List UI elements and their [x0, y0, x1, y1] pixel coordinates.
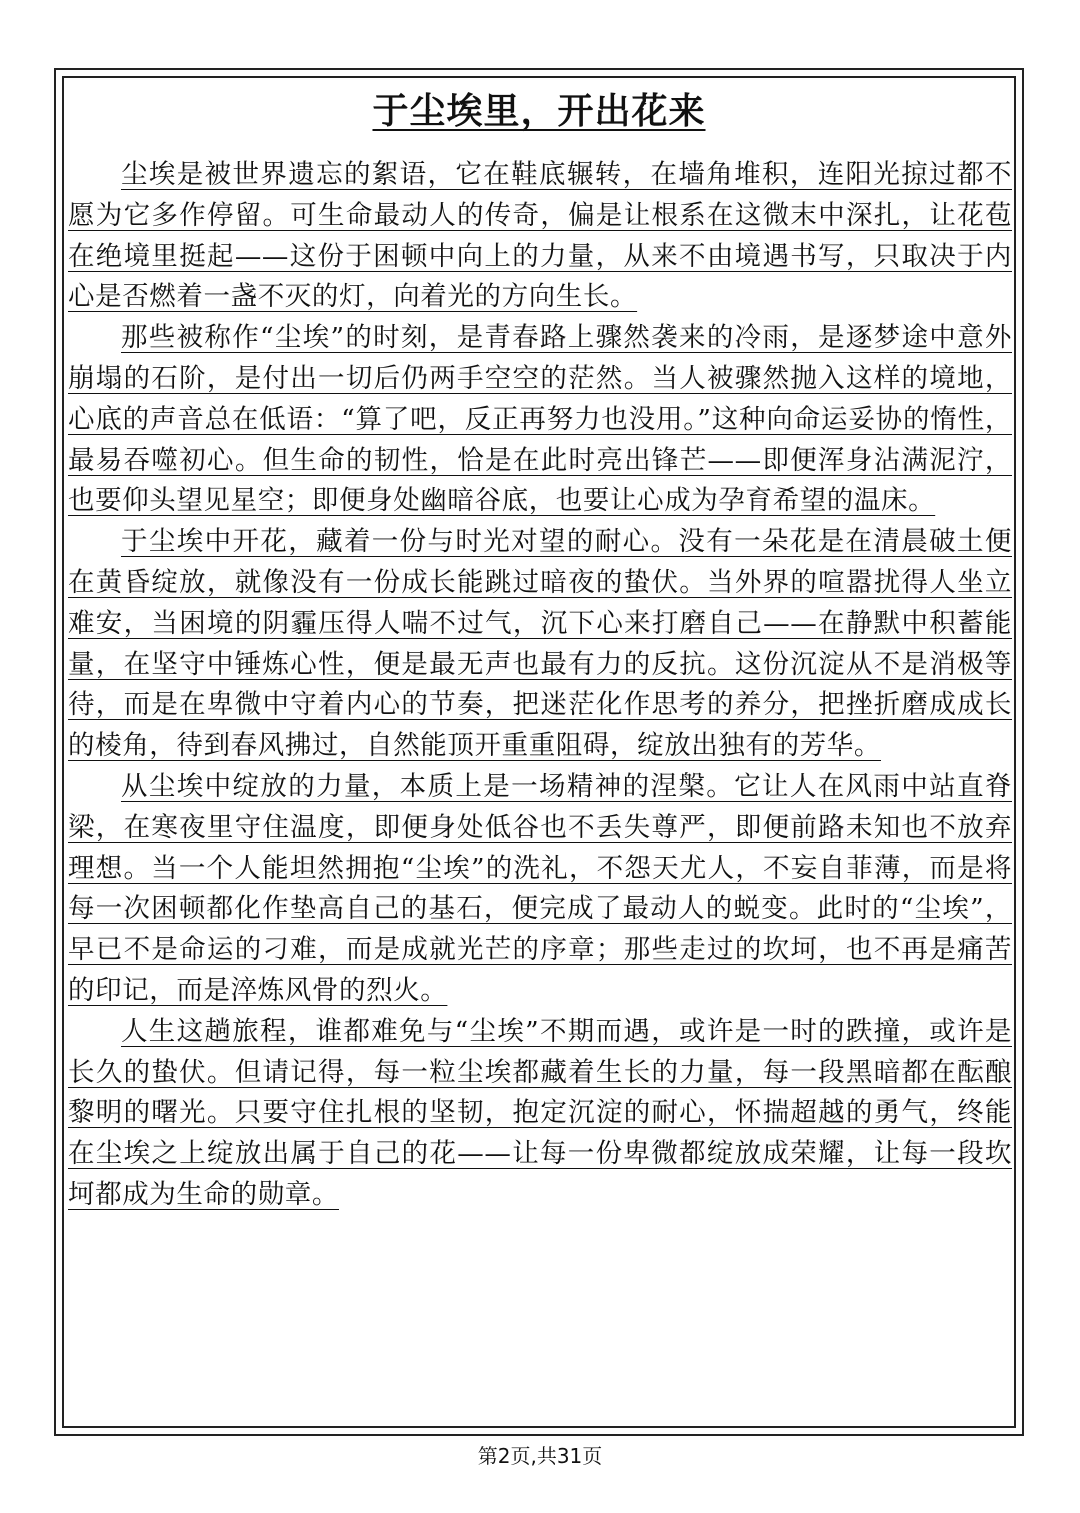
- paragraph-2: 那些被称作“尘埃”的时刻，是青春路上骤然袭来的冷雨，是逐梦途中意外崩塌的石阶，是付出一切后仍两手空空的茫然。当人被骤然抛入这样的境地，心底的声音总在低语：“算了吧，反正再努力也没用。”这种向命运妥协的惰性，最易吞噬初心。但生命的韧性，恰是在此时亮出锋芒——即便浑身沾满泥泞，也要仰头望见星空；即便身处幽暗谷底，也要让心成为孕育希望的温床。: [68, 322, 1012, 517]
- paragraph-5: 人生这趟旅程，谁都难免与“尘埃”不期而遇，或许是一时的跌撞，或许是长久的蛰伏。但请记得，每一粒尘埃都藏着生长的力量，每一段黑暗都在酝酿黎明的曙光。只要守住扎根的坚韧，抱定沉淀的耐心，怀揣超越的勇气，终能在尘埃之上绽放出属于自己的花——让每一份卑微都绽放成荣耀，让每一段坎坷都成为生命的勋章。: [68, 1015, 1012, 1210]
- paragraph-4: 从尘埃中绽放的力量，本质上是一场精神的涅槃。它让人在风雨中站直脊梁，在寒夜里守住温度，即便身处低谷也不丢失尊严，即便前路未知也不放弃理想。当一个人能坦然拥抱“尘埃”的洗礼，不怨天尤人，不妄自菲薄，而是将每一次困顿都化作垫高自己的基石，便完成了最动人的蜕变。此时的“尘埃”，早已不是命运的刁难，而是成就光芒的序章；那些走过的坎坷，也不再是痛苦的印记，而是淬炼风骨的烈火。: [68, 770, 1012, 1006]
- essay-title-text: 于尘埃里，开出花来: [372, 91, 706, 132]
- paragraph-1: 尘埃是被世界遗忘的絮语，它在鞋底辗转，在墙角堆积，连阳光掠过都不愿为它多作停留。可生命最动人的传奇，偏是让根系在这微末中深扎，让花苞在绝境里挺起——这份于困顿中向上的力量，从来不由境遇书写，只取决于内心是否燃着一盏不灭的灯，向着光的方向生长。: [68, 159, 1012, 313]
- essay-body: [68, 155, 1012, 1216]
- page-number: 第2页,共31页: [477, 1444, 603, 1468]
- paragraph-3: 于尘埃中开花，藏着一份与时光对望的耐心。没有一朵花是在清晨破土便在黄昏绽放，就像没有一份成长能跳过暗夜的蛰伏。当外界的喧嚣扰得人坐立难安，当困境的阴霾压得人喘不过气，沉下心来打磨自己——在静默中积蓄能量，在坚守中锤炼心性，便是最无声也最有力的反抗。这份沉淀从不是消极等待，而是在卑微中守着内心的节奏，把迷茫化作思考的养分，把挫折磨成成长的棱角，待到春风拂过，自然能顶开重重阻碍，绽放出独有的芳华。: [68, 526, 1012, 762]
- essay-title: [62, 86, 1016, 138]
